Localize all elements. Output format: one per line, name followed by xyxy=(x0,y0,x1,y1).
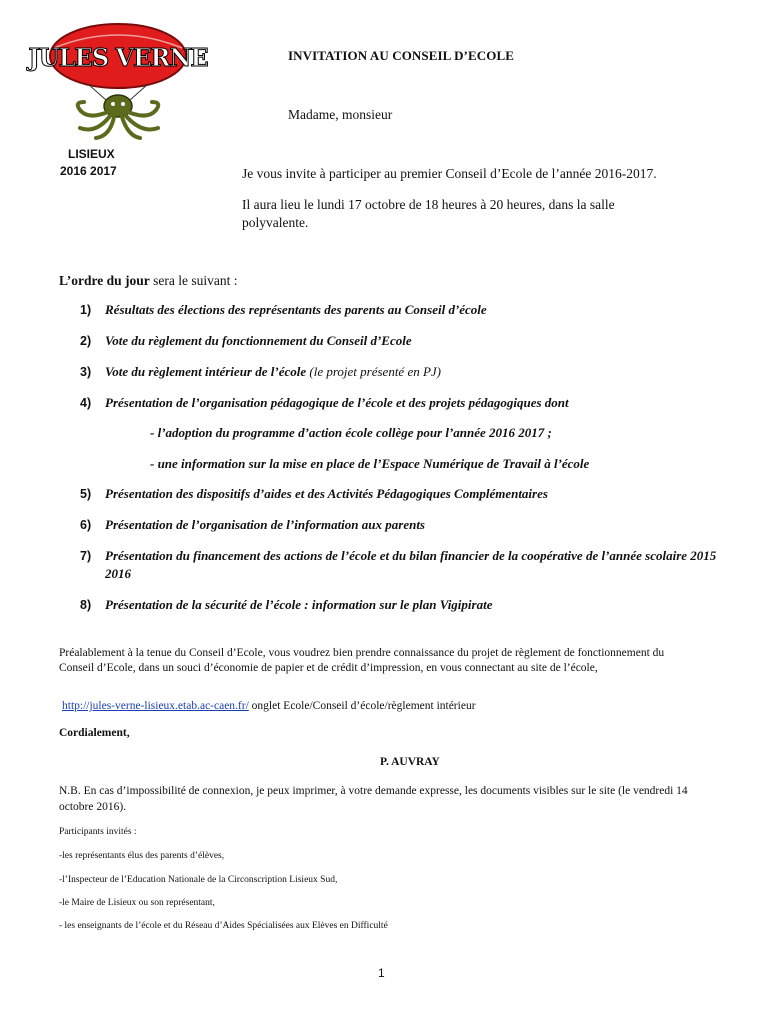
meeting-location: Il aura lieu le lundi 17 octobre de 18 heures à 20 heures, dans la salle polyvalente. xyxy=(242,197,615,230)
agenda-heading xyxy=(59,273,238,289)
logo-caption xyxy=(60,146,140,180)
balloon-octopus-logo-icon xyxy=(28,12,208,142)
logo-city: LISIEUX xyxy=(68,147,115,161)
agenda-item xyxy=(80,363,441,381)
logo-text: JULES VERNE xyxy=(28,43,208,72)
agenda-number: 2) xyxy=(80,334,92,348)
salutation: Madame, monsieur xyxy=(288,107,393,122)
agenda-item xyxy=(80,394,569,412)
invitation-line: Je vous invite à participer au premier Conseil d’Ecole de l’année 2016-2017. xyxy=(242,166,657,181)
closing: Cordialement, xyxy=(59,727,130,739)
participant-item: - les enseignants de l’école et du Réseau d’Aides Spécialisées aux Elèves en Difficulté xyxy=(59,921,388,931)
agenda-text: Présentation de la sécurité de l’école : information sur le plan Vigipirate xyxy=(105,597,493,612)
agenda-subitem: - l’adoption du programme d’action école collège pour l’année 2016 2017 ; xyxy=(150,425,552,440)
school-website-link[interactable]: http://jules-verne-lisieux.etab.ac-caen.fr/ xyxy=(62,700,249,712)
agenda-text: Résultats des élections des représentants des parents au Conseil d’école xyxy=(105,302,487,317)
page-number: 1 xyxy=(378,966,385,980)
agenda-number: 5) xyxy=(80,487,92,501)
website-path: onglet Ecole/Conseil d’école/règlement intérieur xyxy=(248,700,476,712)
logo-year: 2016 2017 xyxy=(60,164,117,178)
agenda-item xyxy=(80,485,548,503)
participant-item: -le Maire de Lisieux ou son représentant, xyxy=(59,898,215,908)
agenda-subitem: - une information sur la mise en place de l’Espace Numérique de Travail à l’école xyxy=(150,456,590,471)
agenda-heading-bold: L’ordre du jour xyxy=(59,273,150,288)
agenda-text: Présentation de l’organisation pédagogique de l’école et des projets pédagogiques dont xyxy=(105,395,569,410)
agenda-text: Vote du règlement du fonctionnement du Conseil d’Ecole xyxy=(105,333,412,348)
signature: P. AUVRAY xyxy=(380,756,440,768)
agenda-item xyxy=(80,332,412,350)
preamble-paragraph: Préalablement à la tenue du Conseil d’Ecole, vous voudrez bien prendre connaissance du projet de règlement de fonctionnement du Conseil d’Ecole, dans un souci d’économie de papier et de crédit d’impression, en vous connectant au site de l’école, xyxy=(59,647,665,674)
nb-note: N.B. En cas d’impossibilité de connexion, je peux imprimer, à votre demande expresse, les documents visibles sur le site (le vendredi 14 octobre 2016). xyxy=(59,785,688,813)
agenda-number: 4) xyxy=(80,396,92,410)
document-title: INVITATION AU CONSEIL D’ECOLE xyxy=(288,48,514,63)
agenda-item xyxy=(80,596,492,614)
school-logo xyxy=(28,12,208,142)
agenda-number: 8) xyxy=(80,598,92,612)
agenda-number: 3) xyxy=(80,365,92,379)
agenda-text: Présentation de l’organisation de l’information aux parents xyxy=(105,517,425,532)
agenda-item xyxy=(80,516,425,534)
agenda-number: 7) xyxy=(80,549,92,563)
participant-item: -l’Inspecteur de l’Education Nationale de la Circonscription Lisieux Sud, xyxy=(59,875,338,885)
agenda-number: 6) xyxy=(80,518,92,532)
agenda-note: (le projet présenté en PJ) xyxy=(306,364,442,379)
website-line xyxy=(62,700,476,712)
agenda-text: Vote du règlement intérieur de l’école xyxy=(105,364,307,379)
agenda-item xyxy=(80,301,487,319)
agenda-heading-rest: sera le suivant : xyxy=(149,273,238,288)
agenda-text: Présentation des dispositifs d’aides et des Activités Pédagogiques Complémentaires xyxy=(105,486,548,501)
participant-item: -les représentants élus des parents d’élèves, xyxy=(59,851,225,861)
participants-title: Participants invités : xyxy=(59,827,137,837)
agenda-number: 1) xyxy=(80,303,92,317)
agenda-item xyxy=(80,547,720,583)
agenda-text: Présentation du financement des actions de l’école et du bilan financier de la coopérative de l’année scolaire 2015 2016 xyxy=(105,548,717,581)
